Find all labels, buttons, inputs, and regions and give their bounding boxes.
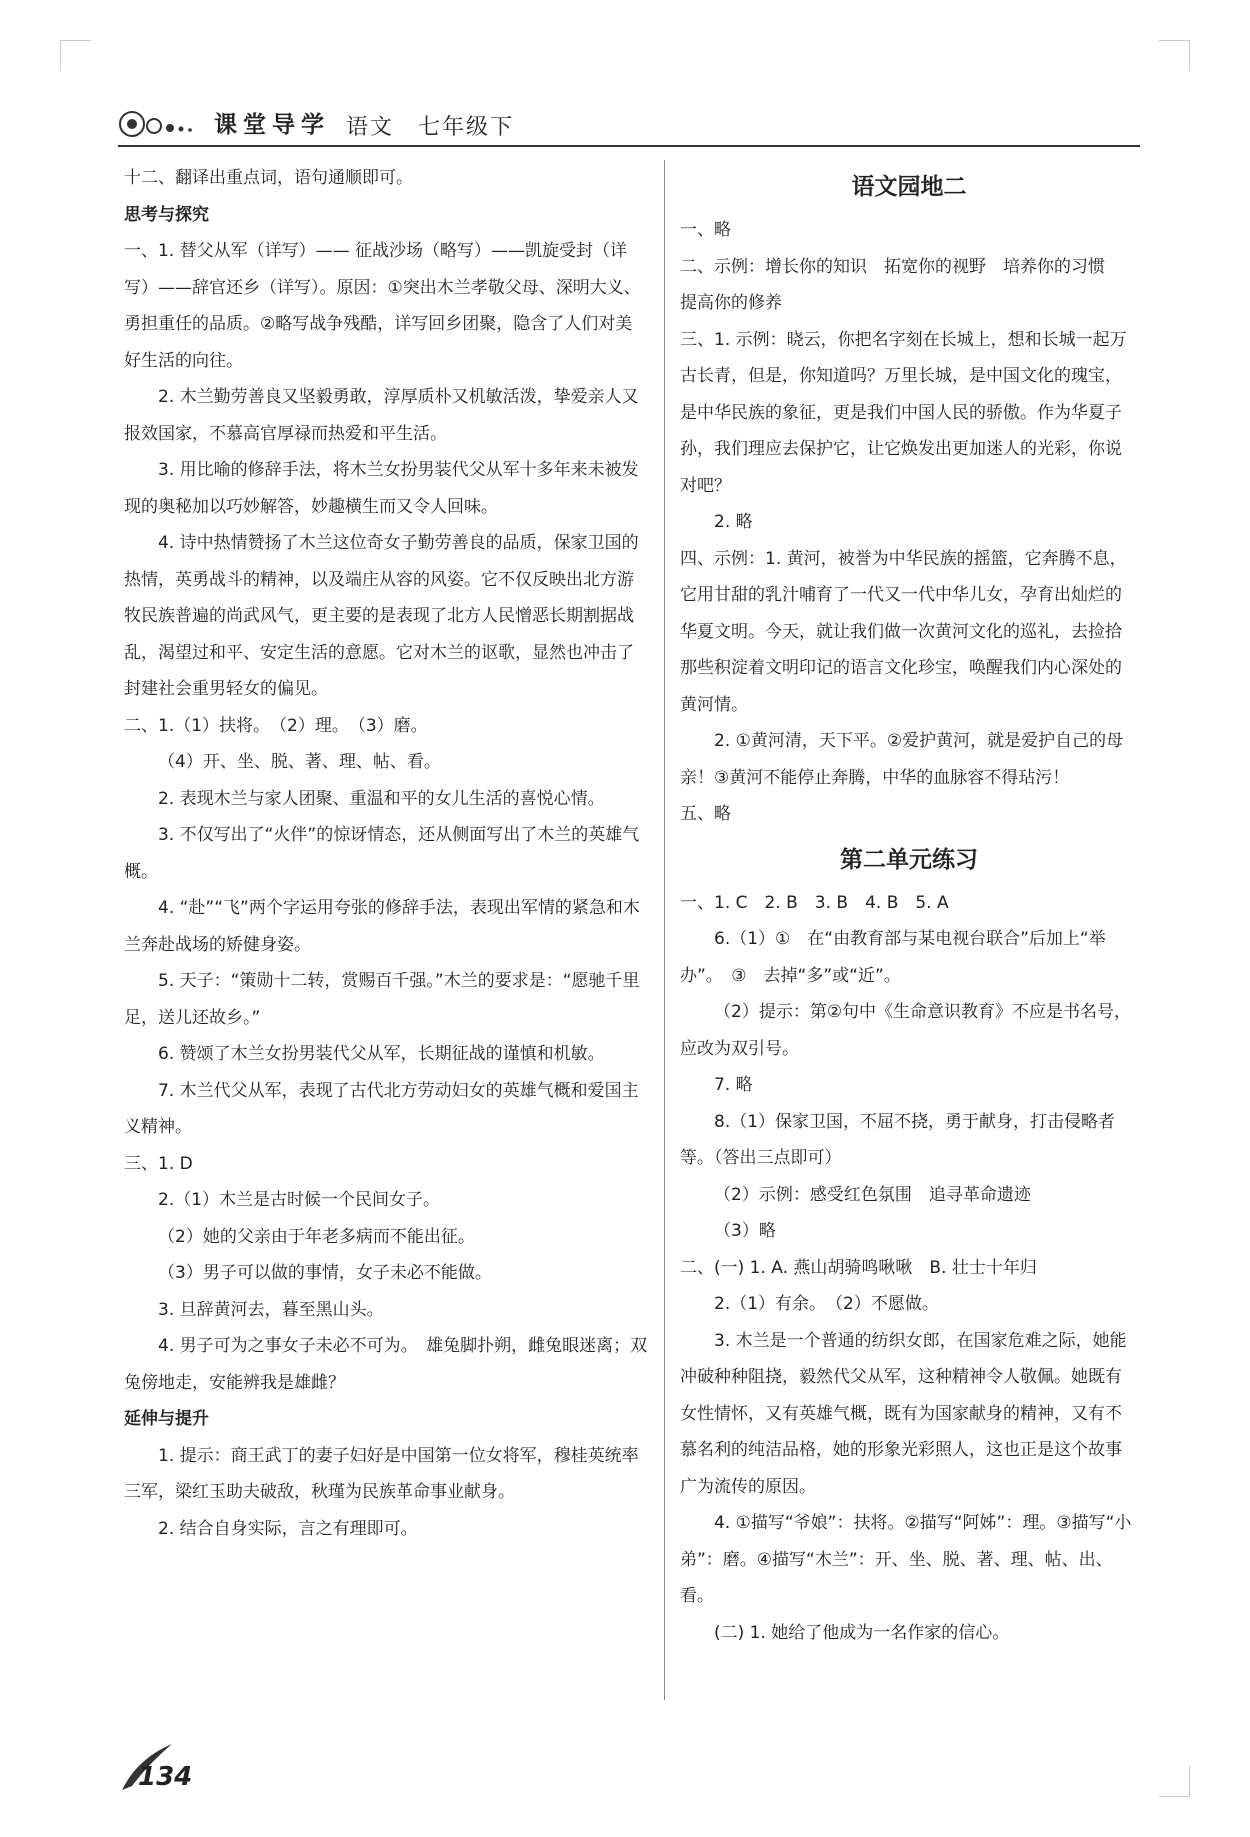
crop-mark-top-left [60, 40, 91, 71]
right-paragraph: 二、示例：增长你的知识 拓宽你的视野 培养你的习惯 提高你的修养 [680, 256, 1122, 313]
page-number-text: 134 [138, 1762, 193, 1792]
left-paragraph: 二、1.（1）扶将。 （2）理。 （3）磨。 [124, 715, 428, 736]
left-paragraph: 7. 木兰代父从军，表现了古代北方劳动妇女的英雄气概和爱国主义精神。 [124, 1080, 639, 1137]
right-paragraph: 6.（1）① 在“由教育部与某电视台联合”后加上“举办”。 ③ 去掉“多”或“近”。 [680, 929, 1106, 986]
left-paragraph: 2. 木兰勤劳善良又坚毅勇敢，淳厚质朴又机敏活泼，挚爱亲人又报效国家，不慕高官厚禄而热爱和平生活。 [124, 387, 639, 444]
section-title: 第二单元练习 [840, 845, 978, 873]
left-paragraph: 4. “赴”“飞”两个字运用夸张的修辞手法，表现出军情的紧急和木兰奔赴战场的矫健身姿。 [124, 898, 640, 955]
left-paragraph: 5. 天子：“策勋十二转，赏赐百千强。”木兰的要求是：“愿驰千里足，送儿还故乡。” [124, 971, 640, 1028]
left-paragraph: （4）开、坐、脱、著、理、帖、看。 [158, 752, 441, 772]
crop-mark-bottom-right [1159, 1766, 1190, 1797]
left-paragraph: 1. 提示：商王武丁的妻子妇好是中国第一位女将军，穆桂英统率三军，梁红玉助夫破敌，秋瑾为民族革命事业献身。 [124, 1445, 639, 1502]
left-paragraph: （3）男子可以做的事情，女子未必不能做。 [158, 1263, 492, 1283]
right-paragraph: (二) 1. 她给了他成为一名作家的信心。 [714, 1622, 1010, 1643]
right-paragraph: 7. 略 [714, 1075, 753, 1095]
logo-circles-icon [118, 106, 208, 142]
right-paragraph: （2）示例：感受红色氛围 追寻革命遗迹 [714, 1184, 1031, 1205]
left-paragraph: （2）她的父亲由于年老多病而不能出征。 [158, 1226, 475, 1247]
right-paragraph: 五、略 [680, 804, 731, 824]
right-paragraph: 2. ①黄河清，天下平。②爱护黄河，就是爱护自己的母亲！③黄河不能停止奔腾，中华的血脉容不得玷污！ [680, 731, 1124, 788]
right-paragraph: 三、1. 示例：晓云，你把名字刻在长城上，想和长城一起万古长青，但是，你知道吗？万里长城，是中国文化的瑰宝，是中华民族的象征，更是我们中国人民的骄傲。作为华夏子孙，我们理应去保护它，让它焕发出更加迷人的光彩，你说对吧？ [680, 329, 1127, 496]
page-header [118, 92, 1118, 144]
right-paragraph: （2）提示：第②句中《生命意识教育》不应是书名号，应改为双引号。 [680, 1002, 1132, 1059]
left-paragraph: 2.（1）木兰是古时候一个民间女子。 [158, 1190, 441, 1210]
right-column [680, 160, 1138, 1651]
crop-mark-top-right [1159, 40, 1190, 71]
right-paragraph: 3. 木兰是一个普通的纺织女郎，在国家危难之际，她能冲破种种阻挠，毅然代父从军，这种精神令人敬佩。她既有女性情怀，又有英雄气概，既有为国家献身的精神，又有不慕名利的纯洁品格，她的形象光彩照人，这也正是这个故事广为流传的原因。 [680, 1330, 1127, 1497]
section-label: 思考与探究 [124, 204, 209, 225]
grade-label: 七年级下 [418, 115, 515, 140]
section-title: 语文园地二 [851, 173, 967, 200]
left-paragraph: 4. 男子可为之事女子未必不可为。 雄兔脚扑朔，雌兔眼迷离；双兔傍地走，安能辨我是雄雌？ [124, 1336, 648, 1393]
right-paragraph: 四、示例：1. 黄河，被誉为中华民族的摇篮，它奔腾不息，它用甘甜的乳汁哺育了一代又一代中华儿女，孕育出灿烂的华夏文明。今天，就让我们做一次黄河文化的巡礼，去捡拾那些积淀着文明印记的语言文化珍宝，唤醒我们内心深处的黄河情。 [680, 548, 1127, 715]
right-paragraph: 一、1. C 2. B 3. B 4. B 5. A [680, 892, 949, 913]
left-paragraph: 三、1. D [124, 1153, 193, 1174]
header-divider [118, 145, 1140, 147]
right-paragraph: 4. ①描写“爷娘”：扶将。②描写“阿姊”：理。③描写“小弟”：磨。④描写“木兰”：开、坐、脱、著、理、帖、出、看。 [680, 1513, 1132, 1606]
right-paragraph: 8.（1）保家卫国，不屈不挠，勇于献身，打击侵略者等。（答出三点即可） [680, 1111, 1116, 1168]
right-paragraph: 2.（1）有余。 （2）不愿做。 [714, 1294, 939, 1314]
section-label: 延伸与提升 [124, 1409, 209, 1429]
right-paragraph: 2. 略 [714, 512, 753, 532]
left-paragraph: 十二、翻译出重点词，语句通顺即可。 [124, 168, 413, 188]
left-paragraph: 3. 旦辞黄河去，暮至黑山头。 [158, 1299, 384, 1320]
column-divider [664, 160, 665, 1700]
left-paragraph: 3. 用比喻的修辞手法，将木兰女扮男装代父从军十多年来未被发现的奥秘加以巧妙解答，妙趣横生而又令人回味。 [124, 460, 639, 517]
left-paragraph: 2. 表现木兰与家人团聚、重温和平的女儿生活的喜悦心情。 [158, 788, 605, 809]
right-paragraph: 二、(一) 1. A. 燕山胡骑鸣啾啾 B. 壮士十年归 [680, 1257, 1037, 1278]
page-number [118, 1740, 218, 1800]
left-column [124, 160, 648, 1547]
left-paragraph: 一、1. 替父从军（详写）—— 征战沙场（略写）——凯旋受封（详写）——辞官还乡（详写）。原因：①突出木兰孝敬父母、深明大义、勇担重任的品质。②略写战争残酷，详写回乡团聚，隐含了人们对美好生活的向往。 [124, 241, 641, 371]
left-paragraph: 6. 赞颂了木兰女扮男装代父从军，长期征战的谨慎和机敏。 [158, 1044, 605, 1064]
right-paragraph: （3）略 [714, 1221, 776, 1241]
right-paragraph: 一、略 [680, 220, 731, 240]
book-title: 课堂导学 [214, 112, 330, 138]
left-paragraph: 4. 诗中热情赞扬了木兰这位奇女子勤劳善良的品质，保家卫国的热情，英勇战斗的精神，以及端庄从容的风姿。它不仅反映出北方游牧民族普遍的尚武风气，更主要的是表现了北方人民憎恶长期割据战乱，渴望过和平、安定生活的意愿。它对木兰的讴歌，显然也冲击了封建社会重男轻女的偏见。 [124, 533, 639, 699]
subject-label: 语文 [346, 115, 395, 140]
left-paragraph: 3. 不仅写出了“火伴”的惊讶情态，还从侧面写出了木兰的英雄气概。 [124, 825, 640, 882]
left-paragraph: 2. 结合自身实际，言之有理即可。 [158, 1518, 418, 1539]
